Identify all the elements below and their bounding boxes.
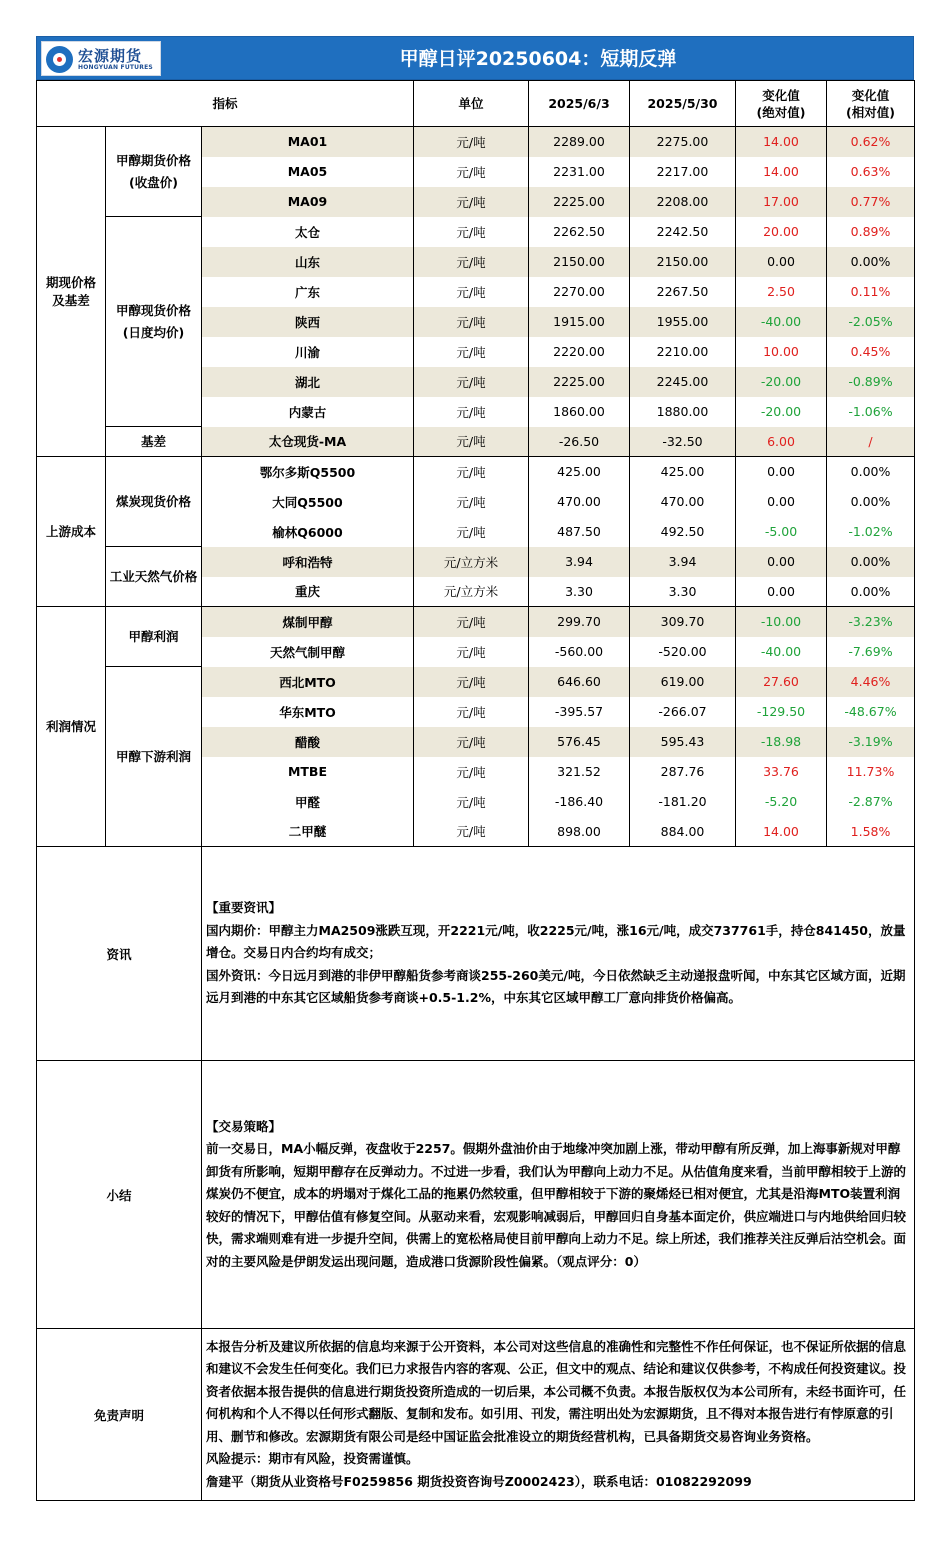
unit-cell: 元/吨: [414, 157, 529, 187]
value-date2: -520.00: [630, 637, 736, 667]
value-date2: 1880.00: [630, 397, 736, 427]
unit-cell: 元/立方米: [414, 547, 529, 577]
disclaimer-body: 本报告分析及建议所依据的信息均来源于公开资料，本公司对这些信息的准确性和完整性不作任何保证，也不保证所依据的信息和建议不会发生任何变化。我们已力求报告内容的客观、公正，但文中的观点、结论和建议仅供参考，不构成任何投资建议。投资者依据本报告提供的信息进行期货投资所造成的一切后果，本公司概不负责。本报告版权仅为本公司所有，未经书面许可，任何机构和个人不得以任何形式翻版、复制和发布。如引用、刊发，需注明出处为宏源期货，且不得对本报告进行有悖原意的引用、删节和修改。宏源期货有限公司是经中国证监会批准设立的期货经营机构，已具备期货交易咨询业务资格。: [206, 1338, 907, 1444]
change-rel: 0.00%: [827, 247, 915, 277]
disclaimer-section-text: [202, 1329, 915, 1501]
title-bar: [36, 36, 914, 80]
value-date1: -186.40: [529, 787, 630, 817]
unit-cell: 元/吨: [414, 697, 529, 727]
value-date2: 3.94: [630, 547, 736, 577]
value-date1: 576.45: [529, 727, 630, 757]
value-date1: 425.00: [529, 457, 630, 487]
table-row: [37, 457, 915, 487]
subgroup-methanol-profit: 甲醇利润: [106, 607, 202, 667]
change-abs: 17.00: [736, 187, 827, 217]
value-date2: 470.00: [630, 487, 736, 517]
summary-section: [37, 1061, 915, 1329]
value-date1: 487.50: [529, 517, 630, 547]
summary-label: 小结: [37, 1061, 202, 1329]
logo-cn-text: 宏源期货: [78, 47, 143, 65]
indicator-name: 陕西: [202, 307, 414, 337]
value-date1: 3.94: [529, 547, 630, 577]
change-rel: 0.00%: [827, 457, 915, 487]
value-date1: -560.00: [529, 637, 630, 667]
change-rel: -0.89%: [827, 367, 915, 397]
change-abs: 6.00: [736, 427, 827, 457]
change-abs: -40.00: [736, 637, 827, 667]
value-date2: 2210.00: [630, 337, 736, 367]
category-profit: 利润情况: [37, 607, 106, 847]
value-date1: 321.52: [529, 757, 630, 787]
news-domestic: 国内期价：甲醇主力MA2509涨跌互现，开2221元/吨，收2225元/吨，涨16元/吨，成交737761手，持仓841450，放量增仓。交易日内合约均有成交；: [206, 922, 906, 961]
unit-cell: 元/吨: [414, 127, 529, 157]
value-date2: 287.76: [630, 757, 736, 787]
change-abs: -20.00: [736, 397, 827, 427]
header-rel-change: 变化值 (相对值): [827, 81, 915, 127]
value-date1: 2262.50: [529, 217, 630, 247]
header-unit: 单位: [414, 81, 529, 127]
change-rel: -2.05%: [827, 307, 915, 337]
table-row: [37, 667, 915, 697]
indicator-name: 鄂尔多斯Q5500: [202, 457, 414, 487]
indicator-name: MA05: [202, 157, 414, 187]
value-date1: -395.57: [529, 697, 630, 727]
value-date1: 2231.00: [529, 157, 630, 187]
indicator-name: 内蒙古: [202, 397, 414, 427]
table-row: [37, 607, 915, 637]
value-date2: 3.30: [630, 577, 736, 607]
header-date1: 2025/6/3: [529, 81, 630, 127]
value-date1: 1860.00: [529, 397, 630, 427]
subgroup-basis: 基差: [106, 427, 202, 457]
unit-cell: 元/吨: [414, 727, 529, 757]
summary-heading: 【交易策略】: [206, 1118, 282, 1134]
indicator-name: 天然气制甲醇: [202, 637, 414, 667]
summary-body: 前一交易日，MA小幅反弹，夜盘收于2257。假期外盘油价由于地缘冲突加剧上涨，带动甲醇有所反弹，加上海事新规对甲醇卸货有所影响，短期甲醇存在反弹动力。不过进一步看，我们认为甲醇向上动力不足。从估值角度来看，当前甲醇相较于上游的煤炭仍不便宜，成本的坍塌对于煤化工品的拖累仍然较重，但甲醇相较于下游的聚烯烃已相对便宜，尤其是沿海MTO装置利润较好的情况下，甲醇估值有修复空间。从驱动来看，宏观影响减弱后，甲醇回归自身基本面定价，供应端进口与内地供给回归较快，需求端则难有进一步提升空间，供需上的宽松格局使目前甲醇向上动力不足。综上所述，我们推荐关注反弹后沽空机会。面对的主要风险是伊朗发运出现问题，造成港口货源阶段性偏紧。（观点评分：0）: [206, 1141, 907, 1269]
value-date2: 1955.00: [630, 307, 736, 337]
change-abs: 20.00: [736, 217, 827, 247]
indicator-name: 榆林Q6000: [202, 517, 414, 547]
change-rel: 0.89%: [827, 217, 915, 247]
change-abs: 0.00: [736, 457, 827, 487]
indicator-name: 山东: [202, 247, 414, 277]
logo-en-text: HONGYUAN FUTURES: [78, 64, 153, 71]
value-date1: 470.00: [529, 487, 630, 517]
unit-cell: 元/吨: [414, 487, 529, 517]
value-date2: 884.00: [630, 817, 736, 847]
subgroup-downstream-profit: 甲醇下游利润: [106, 667, 202, 847]
value-date1: 3.30: [529, 577, 630, 607]
value-date2: 2245.00: [630, 367, 736, 397]
header-abs-change: 变化值 (绝对值): [736, 81, 827, 127]
table-row: [37, 217, 915, 247]
change-abs: 14.00: [736, 817, 827, 847]
value-date2: 2208.00: [630, 187, 736, 217]
unit-cell: 元/吨: [414, 427, 529, 457]
value-date2: 492.50: [630, 517, 736, 547]
change-abs: 0.00: [736, 487, 827, 517]
price-table: [36, 80, 915, 1501]
header-row: [37, 81, 915, 127]
change-rel: 0.77%: [827, 187, 915, 217]
value-date1: 2270.00: [529, 277, 630, 307]
indicator-name: 湖北: [202, 367, 414, 397]
unit-cell: 元/吨: [414, 787, 529, 817]
change-abs: 0.00: [736, 247, 827, 277]
company-logo: [41, 41, 161, 76]
unit-cell: 元/吨: [414, 637, 529, 667]
category-spot-basis: 期现价格 及基差: [37, 127, 106, 457]
change-rel: /: [827, 427, 915, 457]
indicator-name: MTBE: [202, 757, 414, 787]
subgroup-gas-price: 工业天然气价格: [106, 547, 202, 607]
table-row: [37, 427, 915, 457]
change-abs: -10.00: [736, 607, 827, 637]
change-rel: 0.00%: [827, 577, 915, 607]
table-row: [37, 547, 915, 577]
unit-cell: 元/吨: [414, 667, 529, 697]
change-abs: 14.00: [736, 127, 827, 157]
change-rel: -48.67%: [827, 697, 915, 727]
value-date2: -181.20: [630, 787, 736, 817]
report-title: 甲醇日评20250604：短期反弹: [399, 48, 677, 70]
change-rel: -1.02%: [827, 517, 915, 547]
change-rel: 0.45%: [827, 337, 915, 367]
category-upstream-cost: 上游成本: [37, 457, 106, 607]
unit-cell: 元/吨: [414, 757, 529, 787]
indicator-name: 广东: [202, 277, 414, 307]
unit-cell: 元/吨: [414, 817, 529, 847]
change-rel: -1.06%: [827, 397, 915, 427]
value-date1: 646.60: [529, 667, 630, 697]
change-rel: -7.69%: [827, 637, 915, 667]
value-date1: 2225.00: [529, 367, 630, 397]
value-date2: -32.50: [630, 427, 736, 457]
change-rel: 0.11%: [827, 277, 915, 307]
value-date2: 2242.50: [630, 217, 736, 247]
value-date2: 425.00: [630, 457, 736, 487]
change-abs: 14.00: [736, 157, 827, 187]
indicator-name: 甲醛: [202, 787, 414, 817]
change-abs: -40.00: [736, 307, 827, 337]
value-date1: 898.00: [529, 817, 630, 847]
change-abs: -5.20: [736, 787, 827, 817]
subgroup-futures-price: 甲醇期货价格 (收盘价): [106, 127, 202, 217]
disclaimer-label: 免责声明: [37, 1329, 202, 1501]
indicator-name: 太仓: [202, 217, 414, 247]
header-indicator: 指标: [37, 81, 414, 127]
unit-cell: 元/吨: [414, 307, 529, 337]
header-date2: 2025/5/30: [630, 81, 736, 127]
indicator-name: 大同Q5500: [202, 487, 414, 517]
change-abs: 2.50: [736, 277, 827, 307]
value-date1: 2289.00: [529, 127, 630, 157]
value-date2: 619.00: [630, 667, 736, 697]
change-abs: 0.00: [736, 547, 827, 577]
change-abs: -18.98: [736, 727, 827, 757]
indicator-name: 呼和浩特: [202, 547, 414, 577]
indicator-name: MA01: [202, 127, 414, 157]
unit-cell: 元/吨: [414, 607, 529, 637]
change-rel: 4.46%: [827, 667, 915, 697]
indicator-name: 太仓现货-MA: [202, 427, 414, 457]
change-rel: -2.87%: [827, 787, 915, 817]
table-row: [37, 127, 915, 157]
value-date2: 2275.00: [630, 127, 736, 157]
value-date2: 595.43: [630, 727, 736, 757]
change-rel: -3.23%: [827, 607, 915, 637]
value-date2: 2150.00: [630, 247, 736, 277]
change-abs: -20.00: [736, 367, 827, 397]
change-rel: 0.63%: [827, 157, 915, 187]
value-date1: 2150.00: [529, 247, 630, 277]
unit-cell: 元/吨: [414, 397, 529, 427]
unit-cell: 元/吨: [414, 277, 529, 307]
value-date2: -266.07: [630, 697, 736, 727]
news-section-text: [202, 847, 915, 1061]
unit-cell: 元/吨: [414, 217, 529, 247]
change-abs: -129.50: [736, 697, 827, 727]
change-abs: 0.00: [736, 577, 827, 607]
indicator-name: 醋酸: [202, 727, 414, 757]
subgroup-spot-price: 甲醇现货价格 (日度均价): [106, 217, 202, 427]
news-heading: 【重要资讯】: [206, 900, 282, 916]
indicator-name: MA09: [202, 187, 414, 217]
value-date2: 309.70: [630, 607, 736, 637]
value-date2: 2267.50: [630, 277, 736, 307]
change-abs: 10.00: [736, 337, 827, 367]
unit-cell: 元/吨: [414, 247, 529, 277]
news-label: 资讯: [37, 847, 202, 1061]
unit-cell: 元/吨: [414, 517, 529, 547]
disclaimer-section: [37, 1329, 915, 1501]
news-overseas: 国外资讯：今日远月到港的非伊甲醇船货参考商谈255-260美元/吨，今日依然缺乏主动递报盘听闻，中东其它区域方面，近期远月到港的中东其它区域船货参考商谈+0.5-1.2%，中东其它区域甲醇工厂意向排货价格偏高。: [206, 967, 906, 1006]
change-rel: 1.58%: [827, 817, 915, 847]
value-date1: 299.70: [529, 607, 630, 637]
change-abs: -5.00: [736, 517, 827, 547]
change-rel: -3.19%: [827, 727, 915, 757]
risk-notice: 风险提示：期市有风险，投资需谨慎。: [206, 1451, 419, 1467]
indicator-name: 煤制甲醇: [202, 607, 414, 637]
change-rel: 11.73%: [827, 757, 915, 787]
change-rel: 0.00%: [827, 487, 915, 517]
summary-section-text: [202, 1061, 915, 1329]
indicator-name: 西北MTO: [202, 667, 414, 697]
unit-cell: 元/吨: [414, 187, 529, 217]
news-section: [37, 847, 915, 1061]
unit-cell: 元/吨: [414, 457, 529, 487]
indicator-name: 川渝: [202, 337, 414, 367]
value-date1: 2220.00: [529, 337, 630, 367]
change-rel: 0.62%: [827, 127, 915, 157]
author-contact: 詹建平（期货从业资格号F0259856 期货投资咨询号Z0002423），联系电话：01082292099: [206, 1473, 752, 1489]
indicator-name: 华东MTO: [202, 697, 414, 727]
logo-mark-icon: [46, 46, 73, 73]
indicator-name: 重庆: [202, 577, 414, 607]
unit-cell: 元/吨: [414, 367, 529, 397]
unit-cell: 元/吨: [414, 337, 529, 367]
subgroup-coal-price: 煤炭现货价格: [106, 457, 202, 547]
value-date2: 2217.00: [630, 157, 736, 187]
change-abs: 33.76: [736, 757, 827, 787]
unit-cell: 元/立方米: [414, 577, 529, 607]
value-date1: 2225.00: [529, 187, 630, 217]
value-date1: -26.50: [529, 427, 630, 457]
change-rel: 0.00%: [827, 547, 915, 577]
indicator-name: 二甲醚: [202, 817, 414, 847]
change-abs: 27.60: [736, 667, 827, 697]
value-date1: 1915.00: [529, 307, 630, 337]
